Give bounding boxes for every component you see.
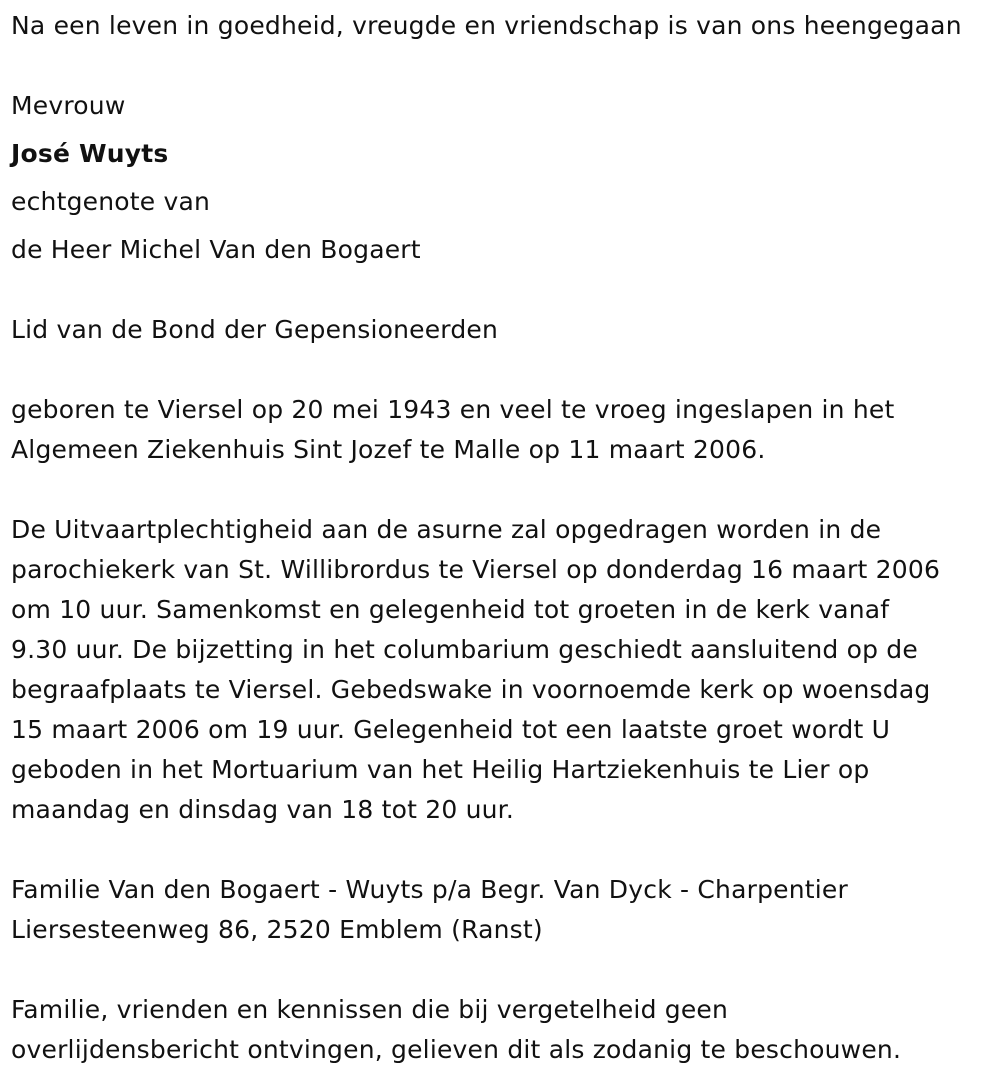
closing-paragraph [11,990,996,1070]
ceremony-line: parochiekerk van St. Willibrordus te Viersel op donderdag 16 maart 2006 [11,555,941,584]
birth-death-line: geboren te Viersel op 20 mei 1943 en veel te vroeg ingeslapen in het [11,395,895,424]
ceremony-paragraph [11,510,996,830]
ceremony-line: begraafplaats te Viersel. Gebedswake in voornoemde kerk op woensdag [11,675,931,704]
ceremony-line: 15 maart 2006 om 19 uur. Gelegenheid tot een laatste groet wordt U [11,715,891,744]
ceremony-line: 9.30 uur. De bijzetting in het columbarium geschiedt aansluitend op de [11,635,918,664]
family-line: Familie Van den Bogaert - Wuyts p/a Begr. Van Dyck - Charpentier [11,875,848,904]
address-line: Liersesteenweg 86, 2520 Emblem (Ranst) [11,915,543,944]
intro-line: Na een leven in goedheid, vreugde en vriendschap is van ons heengegaan [11,11,962,40]
ceremony-line: De Uitvaartplechtigheid aan de asurne zal opgedragen worden in de [11,515,882,544]
membership-line: Lid van de Bond der Gepensioneerden [11,315,499,344]
family-address-paragraph [11,870,996,950]
closing-line: overlijdensbericht ontvingen, gelieven dit als zodanig te beschouwen. [11,1035,902,1064]
ceremony-line: geboden in het Mortuarium van het Heilig Hartziekenhuis te Lier op [11,755,870,784]
birth-death-line: Algemeen Ziekenhuis Sint Jozef te Malle op 11 maart 2006. [11,435,766,464]
birth-death-paragraph [11,390,996,470]
ceremony-line: maandag en dinsdag van 18 tot 20 uur. [11,795,514,824]
deceased-name: José Wuyts [11,139,169,168]
spouse-prefix: echtgenote van [11,187,211,216]
closing-line: Familie, vrienden en kennissen die bij vergetelheid geen [11,995,729,1024]
ceremony-line: om 10 uur. Samenkomst en gelegenheid tot groeten in de kerk vanaf [11,595,890,624]
spouse-name: de Heer Michel Van den Bogaert [11,235,421,264]
title-line: Mevrouw [11,91,126,120]
